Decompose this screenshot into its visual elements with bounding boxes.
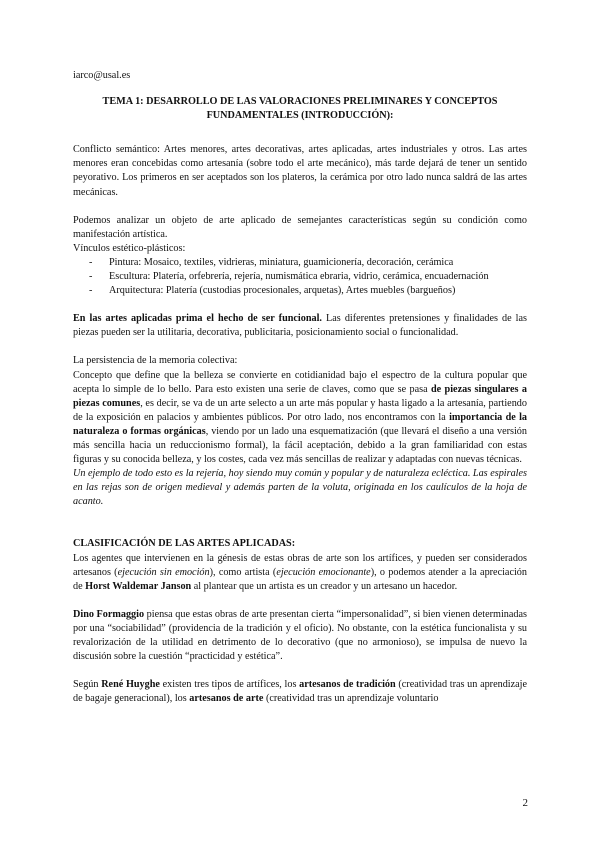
vinculos-heading: Vínculos estético-plásticos: — [73, 242, 186, 254]
paragraph-analizar: Podemos analizar un objeto de arte aplicado de semejantes características según su condición como manifestación artística. — [73, 214, 527, 240]
header-email: iarco@usal.es — [73, 70, 131, 81]
page-content — [73, 69, 527, 706]
paragraph-memoria: Concepto que define que la belleza se convierte en cotidianidad bajo el espectro de la cultura popular que acepta lo simple de lo bello. Para esto existen una serie de claves, como que se pasa de piezas singulares a piezas comunes, es decir, se va de un arte selecto a un arte más popular y hasta ligado a la artesanía, partiendo de la exposición en palacios y ambientes públicos. Por otro lado, nos encontramos con la importancia de la naturaleza o formas orgánicas, viendo por un lado una esquematización (que llevará el diseño a una versión más sencilla hacia un reduccionismo formal), la fácil aceptación, debido a la gran familiaridad con estas figuras y su conocida belleza, y los costes, cada vez más sencillas de realizar y adaptadas con nuevas técnicas. — [73, 369, 527, 466]
memoria-heading: La persistencia de la memoria colectiva: — [73, 355, 238, 367]
paragraph-agentes: Los agentes que intervienen en la génesis de estas obras de arte son los artífices, y pueden ser considerados artesanos (ejecución sin emoción), como artista (ejecución emocionante), o podemos atender a la apreciación de Horst Waldemar Janson al plantear que un artista es un creador y un artesano un hacedor. — [73, 552, 527, 592]
list-item: - Pintura: Mosaico, textiles, vidrieras, miniatura, guamicionería, decoración, cerámica — [89, 256, 527, 270]
page-number: 2 — [522, 797, 528, 809]
section-title-clasificacion: CLASIFICACIÓN DE LAS ARTES APLICADAS: — [73, 538, 296, 550]
paragraph-funcional: En las artes aplicadas prima el hecho de ser funcional. Las diferentes pretensiones y finalidades de las piezas pueden ser la utilitaria, decorativa, publicitaria, posicionamiento social o funcionalidad. — [73, 313, 527, 339]
paragraph-formaggio: Dino Formaggio piensa que estas obras de arte presentan cierta “impersonalidad”, si bien vienen determinadas por una “sociabilidad” (providencia de la tradición y el oficio). No obstante, con la estética funcionalista y su revalorización de la utilidad en detrimento de lo decorativo (que no armonioso), se impulsa de nuevo la discusión sobre la cuestión “practicidad y estética”. — [73, 608, 527, 663]
list-item: - Arquitectura: Platería (custodias procesionales, arquetas), Artes muebles (bargueños) — [89, 284, 527, 298]
document-title: TEMA 1: DESARROLLO DE LAS VALORACIONES PRELIMINARES Y CONCEPTOS FUNDAMENTALES (INTRODUCCIÓN): — [102, 96, 498, 122]
vinculos-list — [73, 256, 527, 298]
paragraph-rejeria-example: Un ejemplo de todo esto es la rejería, hoy siendo muy común y popular y de naturaleza ecléctica. Las espirales en las rejas son de origen medieval y además parten de la voluta, originada en los caulículos de la hoja de acanto. — [73, 468, 527, 508]
paragraph-conflicto: Conflicto semántico: Artes menores, artes decorativas, artes aplicadas, artes industriales y otros. Las artes menores eran concebidas como artesanía (sobre todo el arte mecánico), más tarde dejará de tener un sentido peyorativo. Los primeros en ser aceptados son los plateros, la cerámica por otro lado nunca saldrá de las artes mecánicas. — [73, 144, 527, 198]
paragraph-huyghe: Según René Huyghe existen tres tipos de artífices, los artesanos de tradición (creatividad tras un aprendizaje de bagaje generacional), los artesanos de arte (creatividad tras un aprendizaje voluntario — [73, 679, 528, 705]
list-item: - Escultura: Platería, orfebrería, rejería, numismática ebraria, vidrio, cerámica, encuadernación — [89, 270, 527, 284]
